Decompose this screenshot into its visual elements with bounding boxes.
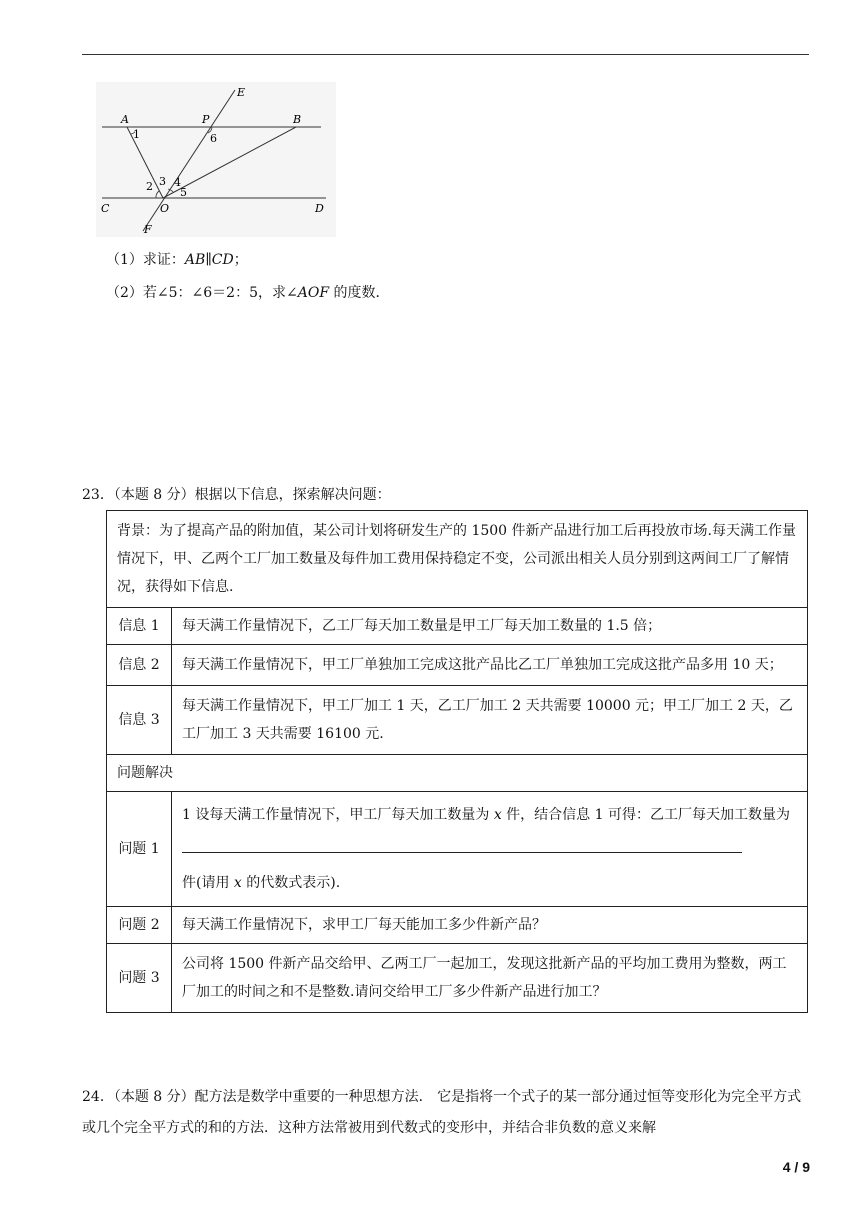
- problem-3-label: 问题 3: [107, 944, 172, 1013]
- table-row: [107, 608, 808, 645]
- table-row: [107, 907, 808, 944]
- info-3-label: 信息 3: [107, 686, 172, 755]
- point-a-label: A: [121, 113, 129, 126]
- q22-part2-suffix: 的度数．: [329, 285, 390, 301]
- q22-part1: [106, 249, 248, 269]
- info-3-text: 每天满工作量情况下，甲工厂加工 1 天，乙工厂加工 2 天共需要 10000 元；甲工厂加工 2 天，乙工厂加工 3 天共需要 16100 元.: [172, 686, 808, 755]
- answer-blank[interactable]: [182, 836, 742, 853]
- q22-part2-math: AOF: [297, 285, 330, 301]
- header-rule: [82, 54, 809, 55]
- q22-part2: [106, 282, 390, 302]
- point-e-label: E: [237, 86, 246, 99]
- info-2-text: 每天满工作量情况下，甲工厂单独加工完成这批产品比乙工厂单独加工完成这批产品多用 10 天；: [172, 645, 808, 686]
- table-row: [107, 944, 808, 1013]
- point-o-label: O: [160, 202, 170, 215]
- q23-background: 背景：为了提高产品的附加值，某公司计划将研发生产的 1500 件新产品进行加工后再投放市场.每天满工作量情况下，甲、乙两个工厂加工数量及每件加工费用保持稳定不变，公司派出相关人员分别到这两间工厂了解情况，获得如下信息.: [107, 511, 808, 608]
- point-c-label: C: [101, 202, 110, 215]
- table-row: [107, 686, 808, 755]
- q22-part1-math: AB∥CD: [184, 252, 234, 268]
- point-b-label: B: [293, 113, 302, 126]
- angle-1-label: 1: [133, 128, 140, 141]
- line-ef: [143, 90, 235, 231]
- table-row: [107, 645, 808, 686]
- q23-info-table: [106, 510, 808, 1013]
- figure-svg: [96, 82, 336, 237]
- angle-3-label: 3: [159, 175, 166, 188]
- q22-part1-suffix: ；: [233, 252, 248, 268]
- point-p-label: P: [202, 113, 210, 126]
- table-row: [107, 511, 808, 608]
- problem-2-label: 问题 2: [107, 907, 172, 944]
- info-1-label: 信息 1: [107, 608, 172, 645]
- solve-title: 问题解决: [107, 755, 808, 792]
- table-row: [107, 792, 808, 907]
- q23-header: 23．（本题 8 分）根据以下信息，探索解决问题：: [82, 487, 391, 503]
- q24-text: 24．（本题 8 分）配方法是数学中重要的一种思想方法． 它是指将一个式子的某一部分通过恒等变形化为完全平方式或几个完全平方式的和的方法．这种方法常被用到代数式的变形中，并结合非负数的意义来解: [82, 1089, 802, 1136]
- q22-part2-prefix: （2）若∠5：∠6＝2：5，求∠: [106, 285, 298, 301]
- info-1-text: 每天满工作量情况下，乙工厂每天加工数量是甲工厂每天加工数量的 1.5 倍；: [172, 608, 808, 645]
- info-2-label: 信息 2: [107, 645, 172, 686]
- problem-1-label: 问题 1: [107, 792, 172, 907]
- geometry-figure: [96, 82, 336, 237]
- point-d-label: D: [315, 202, 324, 215]
- problem-3-text: 公司将 1500 件新产品交给甲、乙两工厂一起加工，发现这批新产品的平均加工费用为整数，两工厂加工的时间之和不是整数.请问交给甲工厂多少件新产品进行加工？: [172, 944, 808, 1013]
- problem-2-text: 每天满工作量情况下，求甲工厂每天能加工多少件新产品？: [172, 907, 808, 944]
- angle-5-label: 5: [180, 186, 187, 199]
- page-number: 4 / 9: [782, 1159, 810, 1175]
- angle-2-label: 2: [146, 180, 153, 193]
- q22-part1-prefix: （1）求证：: [106, 252, 185, 268]
- angle-6-label: 6: [210, 132, 217, 145]
- angle-4-label: 4: [174, 176, 181, 189]
- table-row: [107, 755, 808, 792]
- point-f-label: F: [144, 223, 152, 236]
- problem-1-text: 1 设每天满工作量情况下，甲工厂每天加工数量为 x 件，结合信息 1 可得：乙工厂每天加工数量为 件(请用 x 的代数式表示).: [172, 792, 808, 907]
